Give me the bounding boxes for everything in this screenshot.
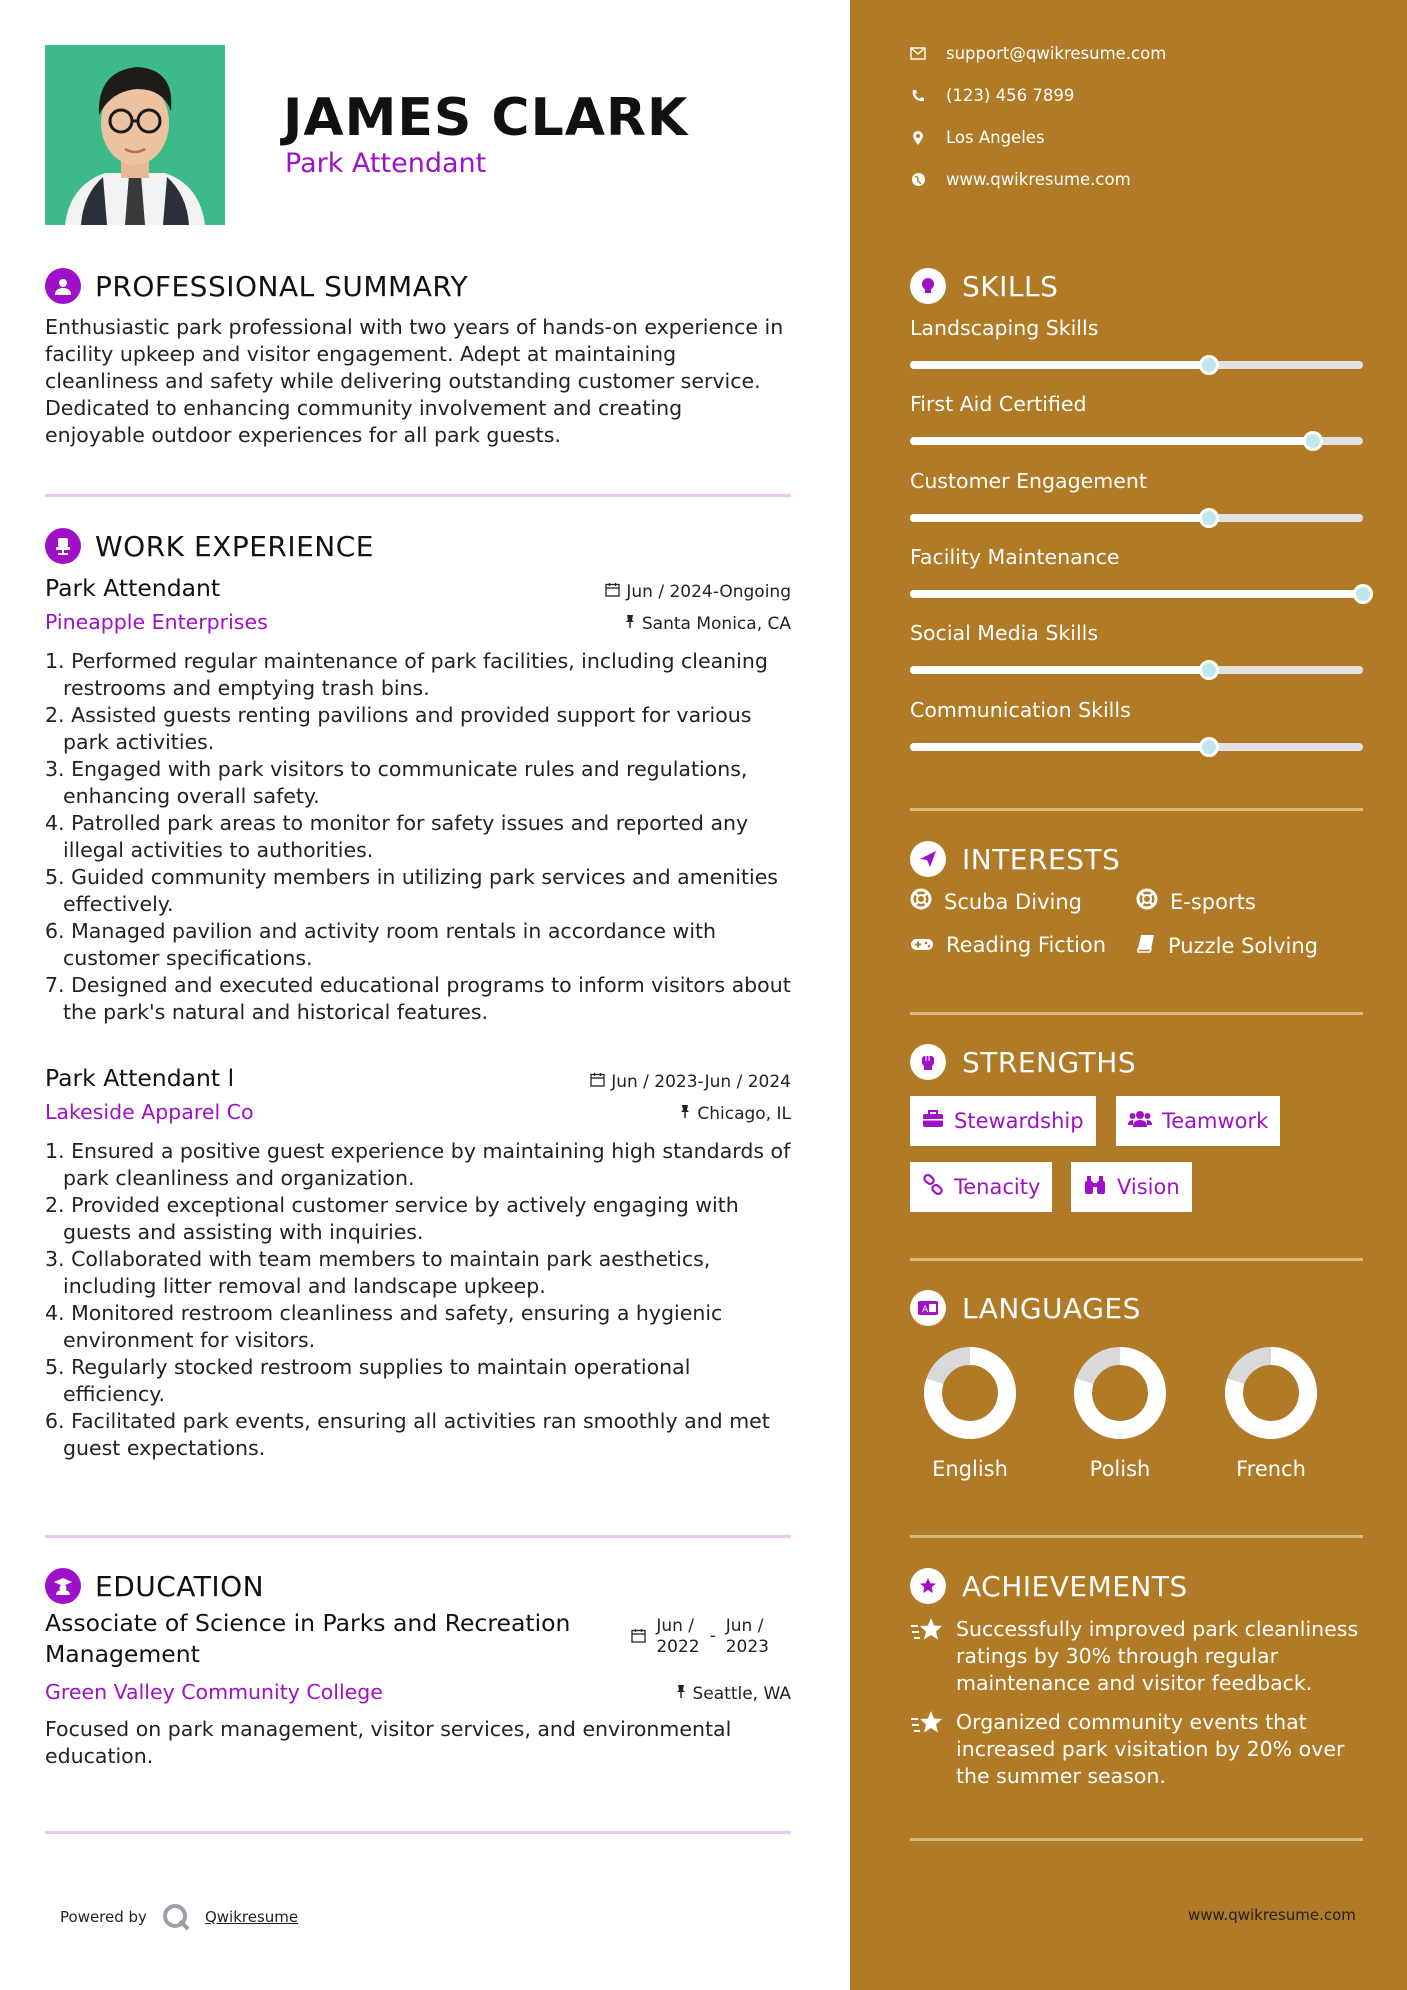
job-title: Park Attendant l [45,1064,235,1092]
paper-plane-icon [910,841,946,877]
skill-knob [1199,660,1219,680]
section-divider [910,1838,1363,1841]
star-icon [910,1616,944,1697]
skill-label: Communication Skills [910,698,1131,722]
contact-website[interactable] [910,170,1131,189]
powered-by [60,1902,298,1932]
chair-icon [45,528,81,564]
fist-icon [910,1044,946,1080]
job-dates [605,582,791,602]
interest-label: Puzzle Solving [1168,933,1318,958]
calendar-icon [631,1628,646,1649]
school: Green Valley Community College [45,1680,383,1704]
job-location-text: Chicago, IL [697,1104,791,1124]
education-description: Focused on park management, visitor services, and environmental education. [45,1717,732,1768]
job-dates-text: Jun / 2024-Ongoing [626,582,791,602]
pin-icon [624,614,636,634]
list-item: 3. Engaged with park visitors to communicate rules and regulations, enhancing overall safety. [45,757,748,808]
language-item [910,1345,1030,1481]
skills-title: SKILLS [962,269,1059,303]
graduate-icon [45,1568,81,1604]
interest-item [1136,933,1318,958]
qwikresume-logo-icon [161,1902,191,1932]
experience-header [45,528,374,564]
interest-label: Reading Fiction [946,933,1107,957]
section-divider [45,1831,791,1834]
user-icon [45,268,81,304]
language-item [1211,1345,1331,1481]
skill-label: Landscaping Skills [910,316,1099,340]
education-location [675,1684,792,1704]
language-label: Polish [1089,1457,1151,1481]
contact-email[interactable] [910,44,1166,63]
achievement-item [910,1616,1370,1697]
candidate-name: JAMES CLARK [283,88,689,148]
section-divider [910,1535,1363,1538]
skill-bar [910,514,1363,522]
star-icon [910,1709,944,1790]
strength-tag [1116,1096,1280,1146]
phone-icon [910,88,926,104]
languages-header [910,1290,1141,1326]
interest-label: E-sports [1170,889,1256,914]
language-ring [922,1345,1018,1441]
list-item: 2. Assisted guests renting pavilions and provided support for various park activities. [45,703,752,754]
gamepad-icon [910,933,934,957]
language-ring [1072,1345,1168,1441]
job-entry [45,1064,791,1462]
pin-icon [679,1104,691,1124]
contact-phone[interactable] [910,86,1074,105]
skill-bar [910,666,1363,674]
portrait-illustration [45,45,225,225]
list-item: 1. Performed regular maintenance of park facilities, including cleaning restrooms and emptying trash bins. [45,649,768,700]
list-item: 6. Managed pavilion and activity room rentals in accordance with customer specifications. [45,919,717,970]
skill-label: Facility Maintenance [910,545,1120,569]
job-entry [45,574,791,1026]
language-ring [1223,1345,1319,1441]
skill-fill [910,666,1209,674]
language-label: French [1236,1457,1306,1481]
skill-fill [910,743,1209,751]
strength-tag [1071,1162,1192,1212]
interest-label: Scuba Diving [944,889,1082,914]
users-icon [1128,1109,1152,1133]
profile-photo [45,45,225,225]
skill-knob [1199,508,1219,528]
education-end [726,1616,769,1658]
skill-knob [1353,584,1373,604]
skills-header [910,268,1058,304]
list-item: 3. Collaborated with team members to maintain park aesthetics, including litter removal and landscape upkeep. [45,1247,711,1298]
phone-text: (123) 456 7899 [946,86,1075,105]
education-title: EDUCATION [95,1569,265,1603]
contact-location [910,128,1045,147]
translate-icon [910,1290,946,1326]
link-icon [922,1174,944,1201]
envelope-icon [910,46,926,62]
briefcase-icon [922,1109,944,1133]
skill-bar [910,590,1363,598]
summary-title: PROFESSIONAL SUMMARY [95,269,469,303]
skill-bar [910,743,1363,751]
calendar-icon [590,1072,605,1092]
list-item: 5. Regularly stocked restroom supplies to maintain operational efficiency. [45,1355,691,1406]
strengths-header [910,1044,1136,1080]
qwikresume-link[interactable]: Qwikresume [204,1908,299,1926]
list-item: 4. Monitored restroom cleanliness and safety, ensuring a hygienic environment for visitors. [45,1301,723,1352]
job-dates-text: Jun / 2023-Jun / 2024 [611,1072,791,1092]
skill-fill [910,514,1209,522]
skill-bar [910,361,1363,369]
section-divider [910,808,1363,811]
binoculars-icon [1083,1175,1107,1200]
lifebuoy-icon [1136,888,1158,915]
education-header [45,1568,264,1604]
powered-by-label: Powered by [60,1908,147,1926]
summary-text: Enthusiastic park professional with two years of hands-on experience in facility upkeep and visitor engagement. Adept at maintaining cleanliness and safety while delivering outstanding customer service. Dedicated to enhancing community involvement and creating enjoyable outdoor experiences for all park guests. [45,315,784,447]
achievement-text: Successfully improved park cleanliness ratings by 30% through regular maintenance and visitor feedback. [956,1617,1359,1695]
candidate-role: Park Attendant [285,148,487,179]
map-pin-icon [910,130,926,146]
list-item: 5. Guided community members in utilizing park services and amenities effectively. [45,865,778,916]
degree: Associate of Science in Parks and Recreation Management [45,1609,571,1668]
achievements-header [910,1568,1188,1604]
strength-tag [910,1096,1096,1146]
achievements-title: ACHIEVEMENTS [962,1569,1188,1603]
skill-label: Customer Engagement [910,469,1147,493]
job-dates [590,1072,791,1092]
list-item: 4. Patrolled park areas to monitor for safety issues and reported any illegal activities to authorities. [45,811,749,862]
experience-title: WORK EXPERIENCE [95,529,374,563]
list-item: 2. Provided exceptional customer service by actively engaging with guests and assisting with inquiries. [45,1193,739,1244]
education-start-month: Jun / [656,1616,695,1636]
job-duties [45,648,791,1026]
skill-label: Social Media Skills [910,621,1099,645]
languages-title: LANGUAGES [962,1291,1141,1325]
section-divider [45,1535,791,1538]
list-item: 7. Designed and executed educational programs to inform visitors about the park's natural and historical features. [45,973,791,1024]
skill-fill [910,437,1313,445]
skill-fill [910,361,1209,369]
education-start [656,1616,699,1658]
footer-website[interactable]: www.qwikresume.com [1188,1906,1356,1924]
globe-icon [910,172,926,188]
job-location [624,614,791,634]
svg-text:A: A [922,1305,929,1315]
location-text: Los Angeles [946,128,1045,147]
section-divider [910,1258,1363,1261]
star-badge-icon [910,1568,946,1604]
job-company: Pineapple Enterprises [45,610,268,634]
job-duties [45,1138,791,1462]
skill-knob [1199,737,1219,757]
strength-label: Teamwork [1162,1109,1269,1133]
interests-header [910,841,1120,877]
section-divider [910,1012,1363,1015]
summary-header [45,268,468,304]
education-entry [45,1608,791,1770]
education-end-month: Jun / [725,1616,764,1636]
education-dates [631,1616,769,1658]
skill-bar [910,437,1363,445]
strength-label: Tenacity [954,1175,1041,1199]
lightbulb-icon [910,268,946,304]
list-item: 1. Ensured a positive guest experience by maintaining high standards of park cleanliness and organization. [45,1139,791,1190]
interest-item [910,933,1106,957]
book-icon [1136,933,1156,958]
interests-title: INTERESTS [962,842,1121,876]
job-title: Park Attendant [45,574,221,602]
skill-label: First Aid Certified [910,392,1087,416]
achievement-item [910,1709,1370,1790]
achievement-text: Organized community events that increased park visitation by 20% over the summer season. [956,1710,1345,1788]
email-text: support@qwikresume.com [946,44,1167,63]
language-label: English [932,1457,1008,1481]
strength-tag [910,1162,1052,1212]
lifebuoy-icon [910,888,932,915]
interest-item [910,888,1082,915]
section-divider [45,494,791,497]
job-company: Lakeside Apparel Co [45,1100,254,1124]
education-end-year: 2023 [725,1637,769,1657]
skill-fill [910,590,1363,598]
date-separator: - [709,1626,716,1646]
strength-label: Vision [1117,1175,1180,1199]
education-location-text: Seattle, WA [692,1684,791,1704]
job-location [679,1104,791,1124]
job-location-text: Santa Monica, CA [641,614,791,634]
list-item: 6. Facilitated park events, ensuring all activities ran smoothly and met guest expectations. [45,1409,770,1460]
skill-knob [1199,355,1219,375]
strengths-title: STRENGTHS [962,1045,1137,1079]
language-item [1060,1345,1180,1481]
education-start-year: 2022 [656,1637,700,1657]
strength-label: Stewardship [954,1109,1084,1133]
interest-item [1136,888,1256,915]
calendar-icon [605,582,620,602]
pin-icon [675,1684,687,1704]
website-text: www.qwikresume.com [946,170,1131,189]
